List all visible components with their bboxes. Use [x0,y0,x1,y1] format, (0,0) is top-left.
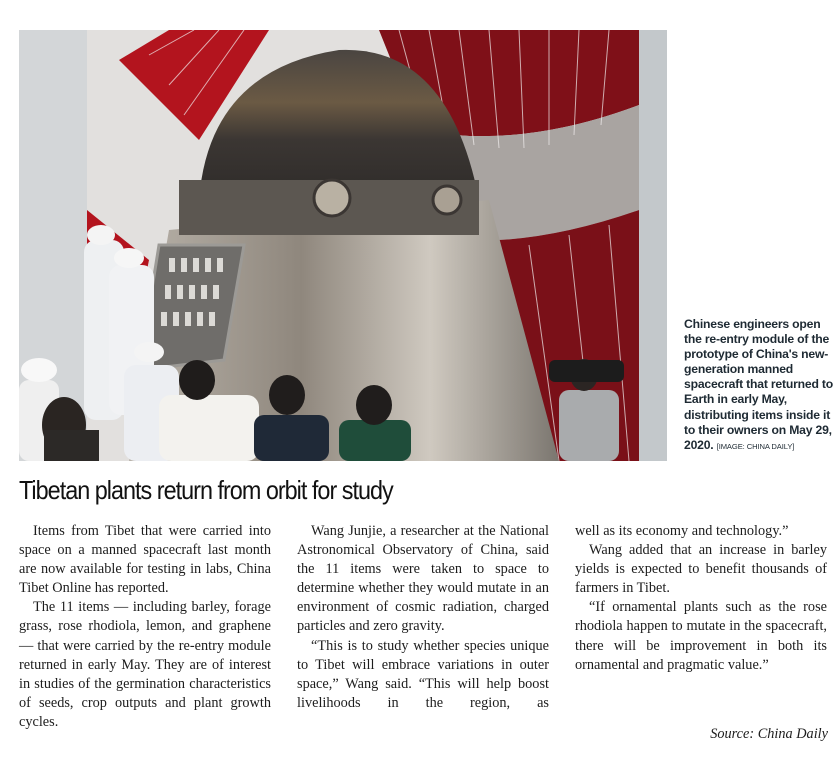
wall-right [639,30,667,461]
article-paragraph: Wang added that an increase in barley yields is expected to benefit thousands of farmers in Tibet. [575,542,827,597]
article-column-3 [575,522,827,675]
article-column-1 [19,522,271,732]
caption-text: Chinese engineers open the re-entry module of the prototype of China's new-generation manned spacecraft that returned to Earth in early May, distributing items inside it to their owners on May 29, 2020. [684,317,834,452]
article-paragraph: The 11 items — including barley, forage grass, rose rhodiola, lemon, and graphene — that were carried by the re-entry module returned in early May. They are of interest in studies of the germination characteristics of seeds, crop outputs and plant growth cycles. [19,599,271,730]
article-column-2 [297,522,549,713]
article-paragraph-continued: well as its economy and technology.” [575,523,789,539]
spacecraft-photo-illustration [19,30,667,461]
article-paragraph: “If ornamental plants such as the rose rhodiola happen to mutate in the spacecraft, there will be improvement in both its ornamental and pragmatic value.” [575,599,827,673]
article-paragraph: “This is to study whether species unique to Tibet will embrace variations in outer space,” Wang said. “This will help boost livelihoods in the region, as [297,637,549,711]
capsule-porthole-right [433,186,461,214]
article-source: Source: China Daily [710,726,828,742]
article-paragraph: Wang Junjie, a researcher at the National Astronomical Observatory of China, said the 11 items were taken to space to determine whether they would mutate in an environment of cosmic radiation, charged particles and zero gravity. [297,523,549,635]
article-paragraph: Items from Tibet that were carried into space on a manned spacecraft last month are now available for testing in labs, China Tibet Online has reported. [19,523,271,597]
photo-caption [684,317,834,454]
capsule-porthole [314,180,350,216]
article-headline: Tibetan plants return from orbit for study [19,475,393,505]
caption-credit: [IMAGE: CHINA DAILY] [716,441,795,451]
article-photo [19,30,667,461]
